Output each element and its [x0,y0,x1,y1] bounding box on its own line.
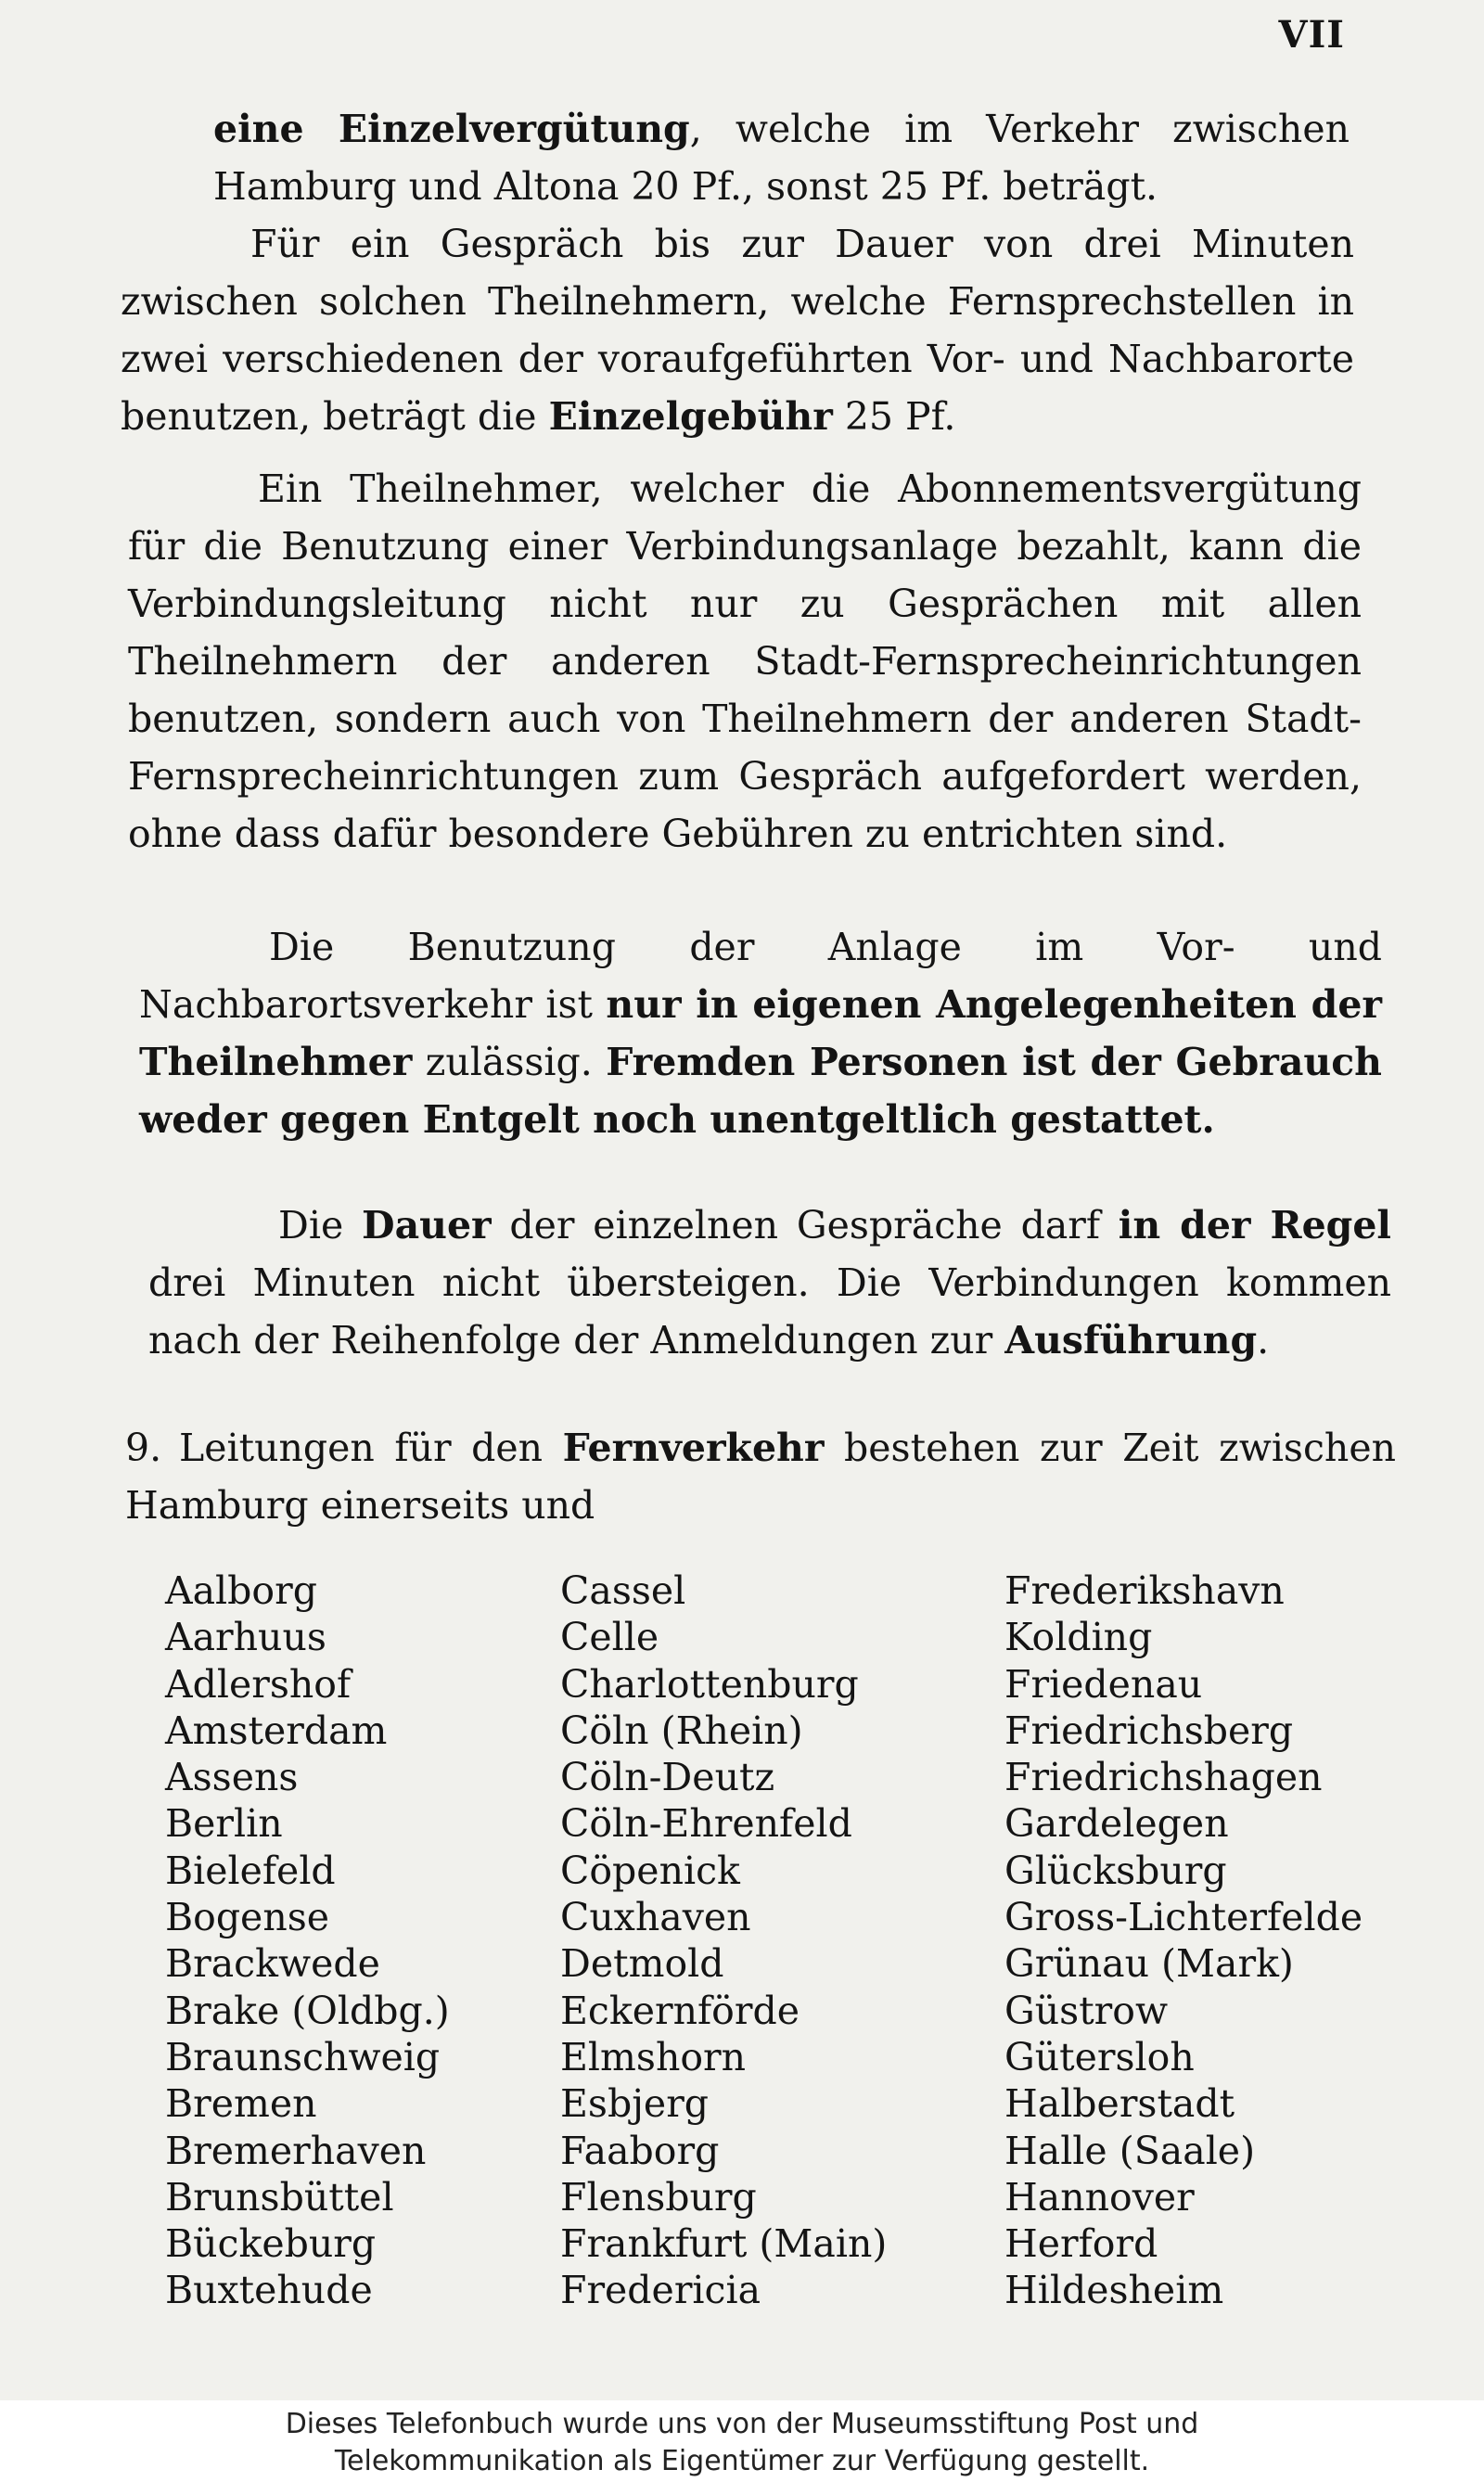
city-name: Flensburg [560,2174,757,2220]
bold-term: Fernverkehr [562,1426,825,1470]
city-name: Halle (Saale) [1004,2128,1256,2173]
city-name: Hildesheim [1004,2268,1224,2313]
bold-term: Dauer [362,1203,492,1247]
city-name: Cöpenick [560,1848,740,1893]
city-name: Cuxhaven [560,1895,751,1940]
city-name: Hannover [1004,2174,1195,2220]
city-name: Glücksburg [1004,1848,1227,1893]
city-name: Eckernförde [560,1988,800,2033]
city-name: Esbjerg [560,2081,710,2127]
city-name: Cöln-Ehrenfeld [560,1801,852,1847]
city-name: Detmold [560,1941,724,1987]
footer-line: Dieses Telefonbuch wurde uns von der Museumsstiftung Post und [285,2408,1199,2440]
text: eine [213,107,339,151]
attribution-footer [0,2400,1484,2482]
text: der einzelnen Gespräche darf [491,1203,1119,1247]
city-name: Cöln (Rhein) [560,1708,803,1753]
text: Für ein Gespräch bis zur Dauer von drei Minuten zwischen solchen Theilnehmern, welche Fernsprechstellen in zwei verschiedenen der voraufgeführten Vor- und Nachbarorte benutzen, beträgt die [121,222,1354,439]
paragraph-fernverkehr [125,1419,1396,1534]
paragraph-benutzung [139,918,1382,1148]
city-name: Elmshorn [560,2034,747,2079]
city-name: Faaborg [560,2128,720,2173]
text: . [1257,1318,1270,1363]
text: drei Minuten nicht übersteigen. Die Verbindungen kommen nach der Reihenfolge der Anmeldungen zur [148,1260,1391,1363]
city-name: Frankfurt (Main) [560,2221,888,2267]
city-name: Bogense [165,1895,330,1940]
city-name: Assens [165,1755,299,1800]
city-name: Frederikshavn [1004,1568,1285,1613]
city-name: Bielefeld [165,1848,336,1893]
city-name: Gardelegen [1004,1801,1229,1847]
city-name: Cöln-Deutz [560,1755,775,1800]
text: bestehen zur Zeit zwischen Hamburg einerseits und [125,1426,1397,1528]
city-name: Kolding [1004,1615,1153,1660]
city-name: Aalborg [165,1568,317,1613]
city-name: Friedrichshagen [1004,1755,1323,1800]
city-name: Gütersloh [1004,2034,1195,2079]
city-list-column-1 [165,1567,450,2314]
city-name: Brake (Oldbg.) [165,1988,450,2033]
item-number: 9. [125,1426,162,1470]
text: 25 Pf. [832,394,956,439]
paragraph-dauer [148,1196,1391,1369]
city-name: Herford [1004,2221,1158,2267]
city-name: Fredericia [560,2268,761,2313]
bold-term: Einzelvergütung [338,107,690,151]
bold-term: Ausführung [1004,1318,1258,1363]
city-name: Halberstadt [1004,2081,1235,2127]
bold-term: Einzelgebühr [548,394,833,439]
city-name: Charlottenburg [560,1661,859,1707]
city-name: Brunsbüttel [165,2174,394,2220]
city-list-column-2 [560,1567,887,2314]
city-name: Celle [560,1615,659,1660]
city-name: Bremen [165,2081,317,2127]
city-name: Friedrichsberg [1004,1708,1294,1753]
text: zulässig. [412,1040,607,1084]
text: Die Benutzung der Anlage im Vor- und Nachbarortsverkehr ist [139,925,1382,1027]
city-name: Cassel [560,1568,686,1613]
city-name: Adlershof [165,1661,352,1707]
paragraph-einzelgebuehr [121,215,1354,445]
city-name: Gross-Lichterfelde [1004,1895,1363,1940]
page-number: VII [1278,13,1345,57]
bold-term: Fremden Personen ist der Gebrauch weder gegen Entgelt noch unentgeltlich gestattet. [139,1040,1382,1142]
text: Ein Theilnehmer, welcher die Abonnementsvergütung für die Benutzung einer Verbindungsanlage bezahlt, kann die Verbindungsleitung nicht nur zu Gesprächen mit allen Theilnehmern der anderen Stadt-Fernsprecheinrichtungen benutzen, sondern auch von Theilnehmern der anderen Stadt-Fernsprecheinrichtungen zum Gespräch aufgefordert werden, ohne dass dafür besondere Gebühren zu entrichten sind. [128,467,1362,856]
city-name: Aarhuus [165,1615,326,1660]
paragraph-abonnement [128,460,1362,863]
bold-term: nur in eigenen Angelegenheiten der Theilnehmer [139,982,1383,1084]
city-name: Amsterdam [165,1708,388,1753]
city-name: Bückeburg [165,2221,377,2267]
city-name: Grünau (Mark) [1004,1941,1294,1987]
city-list-column-3 [1004,1567,1362,2314]
text: Die [278,1203,363,1247]
city-name: Bremerhaven [165,2128,427,2173]
footer-line: Telekommunikation als Eigentümer zur Verfügung gestellt. [334,2445,1150,2477]
city-name: Berlin [165,1801,283,1847]
city-name: Friedenau [1004,1661,1203,1707]
text: Leitungen für den [179,1426,563,1470]
paragraph-einzelverguetung [213,100,1350,215]
text: , welche im Verkehr zwischen Hamburg und Altona 20 Pf., sonst 25 Pf. beträgt. [213,107,1350,209]
bold-term: in der Regel [1118,1203,1392,1247]
city-name: Braunschweig [165,2034,441,2079]
city-name: Buxtehude [165,2268,373,2313]
city-name: Güstrow [1004,1988,1169,2033]
city-name: Brackwede [165,1941,380,1987]
